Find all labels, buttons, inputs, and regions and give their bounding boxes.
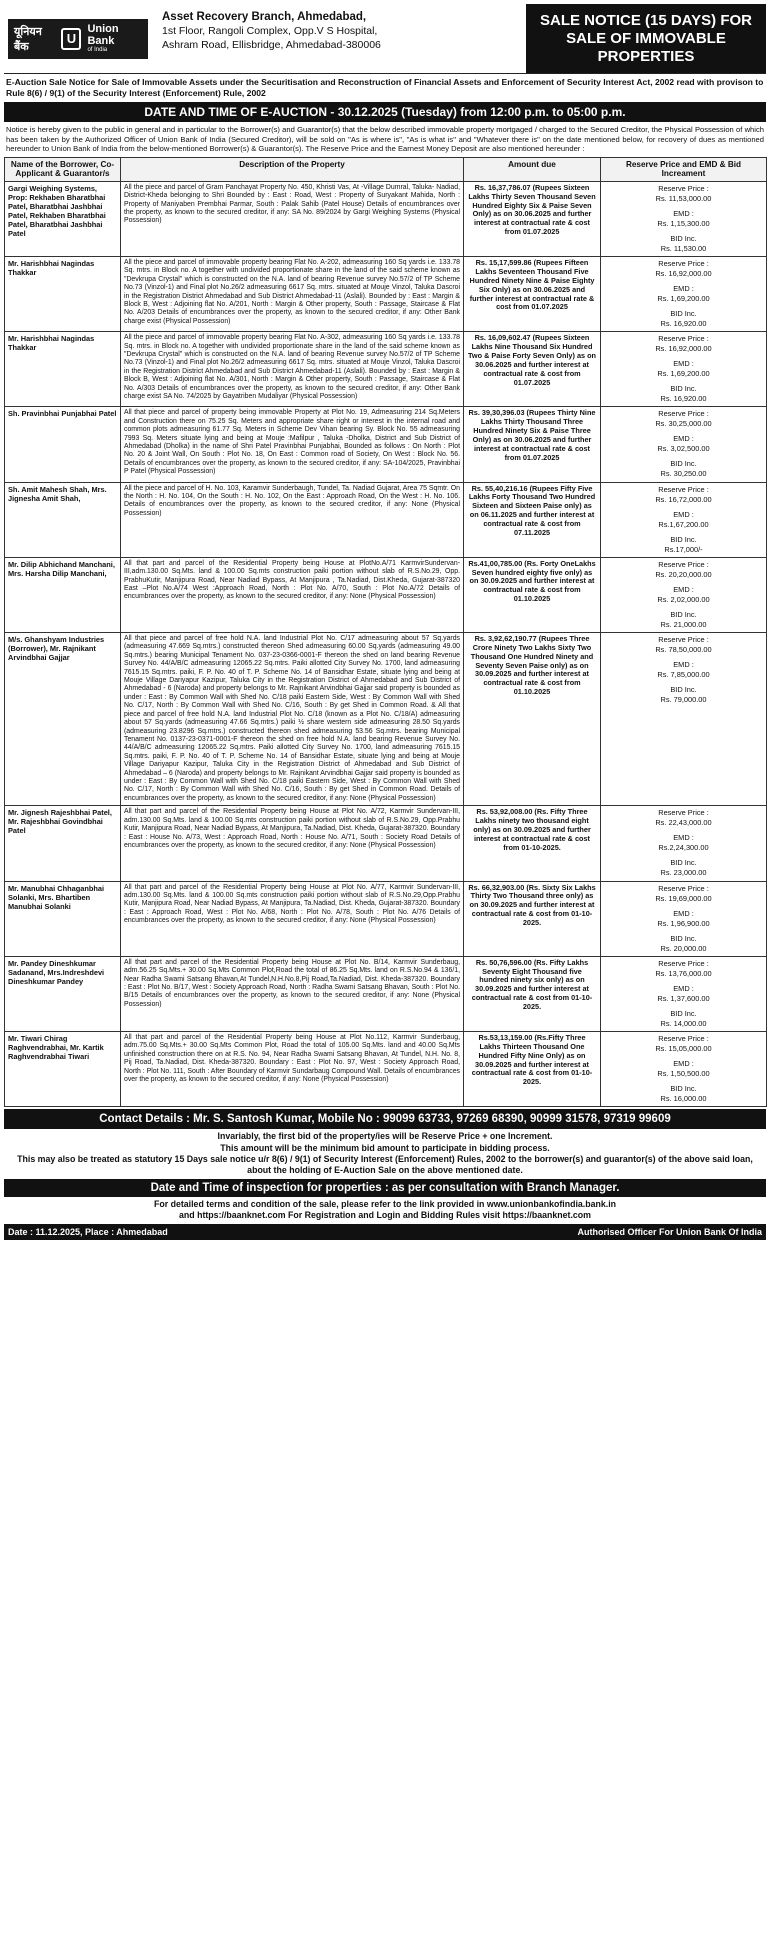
bid-label: BID Inc.: [670, 459, 697, 469]
emd-amount: Rs. 1,37,600.00: [657, 993, 710, 1003]
column-header: Amount due: [464, 157, 601, 181]
reserve-label: Reserve Price :: [658, 1033, 709, 1043]
contact-details: Contact Details : Mr. S. Santosh Kumar, Mobile No : 99099 63733, 97269 68390, 90999 31578, 97319 99609: [4, 1109, 766, 1129]
notice-title: SALE NOTICE (15 DAYS) FOR SALE OF IMMOVABLE PROPERTIES: [526, 4, 766, 73]
bid-increment: Rs. 21,000.00: [660, 619, 707, 629]
emd-amount: Rs. 1,69,200.00: [657, 369, 710, 379]
borrower-name: Sh. Pravinbhai Punjabhai Patel: [5, 407, 121, 482]
reserve-price: Rs. 22,43,000.00: [655, 818, 712, 828]
reserve-emd-cell: [601, 1031, 767, 1106]
borrower-name: Mr. Dilip Abhichand Manchani, Mrs. Harsha Dilip Manchani,: [5, 557, 121, 632]
emd-label: EMD :: [673, 659, 694, 669]
emd-label: EMD :: [673, 434, 694, 444]
table-row: [5, 407, 767, 482]
reserve-emd-cell: [601, 557, 767, 632]
amount-due: Rs. 55,40,216.16 (Rupees Fifty Five Lakhs Forty Thousand Two Hundred Sixteen and Sixteen Paise only) as on 06.11.2025 and further interest at contractual rate & cost from 07.11.2025: [464, 482, 601, 557]
reserve-label: Reserve Price :: [658, 808, 709, 818]
borrower-name: Mr. Jignesh Rajeshbhai Patel, Mr. Rajeshbhai Govindbhai Patel: [5, 806, 121, 881]
bid-increment: Rs. 20,000.00: [660, 943, 707, 953]
reserve-price: Rs. 19,69,000.00: [655, 893, 712, 903]
bid-increment: Rs. 30,250.00: [660, 469, 707, 479]
borrower-name: Gargi Weighing Systems, Prop: Rekhaben Bharatbhai Patel, Bharatbhai Jashbhai Patel, Rekhaben Bharatbhai Patel, Bharatbhai Jashbhai Patel: [5, 181, 121, 256]
amount-due: Rs. 66,32,903.00 (Rs. Sixty Six Lakhs Thirty Two Thousand three only) as on 30.09.2025 and further interest at contractual rate & cost from 01-10-2025.: [464, 881, 601, 956]
borrower-name: Mr. Harishbhai Nagindas Thakkar: [5, 332, 121, 407]
emd-label: EMD :: [673, 584, 694, 594]
reserve-price: Rs. 13,76,000.00: [655, 968, 712, 978]
column-header: Reserve Price and EMD & Bid Increament: [601, 157, 767, 181]
bid-label: BID Inc.: [670, 384, 697, 394]
borrower-name: M/s. Ghanshyam Industries (Borrower), Mr. Rajnikant Arvindbhai Gajjar: [5, 632, 121, 805]
auction-date-bar: DATE AND TIME OF E-AUCTION - 30.12.2025 (Tuesday) from 12:00 p.m. to 05:00 p.m.: [4, 102, 766, 122]
reserve-emd-cell: [601, 482, 767, 557]
column-header: Description of the Property: [121, 157, 464, 181]
reserve-price: Rs. 16,72,000.00: [655, 494, 712, 504]
property-description: All the piece and parcel of immovable property bearing Flat No. A-202, admeasuring 160 Sq yards i.e. 133.78 Sq. mtrs. in Block no. A together with undivided proportionate share in the land of the said scheme known as "Devkrupa Crystal" which is constructed on the N.A. land of bearing Revenue survey No.57/2 of TP Scheme No.73 (Vinzol-1) and Final plot No.26/2 admeasuring 6617 Sq. mtrs. situated at Mouje Vinzol, Taluka Dascroi in the Registration District Ahmedabad and Sub District Ahmedabad-11 (Aslali). Bounded by : East : Margin & Block B, West : Adjoining flat No. A/201, North : Margin & Other property, South : Passage, Staircase & Flat No. A/203 Details of encumbrances over the property, as known to the secured creditor, if any: Other Bank charge exist (Physical Possession): [121, 256, 464, 331]
reserve-label: Reserve Price :: [658, 958, 709, 968]
reserve-label: Reserve Price :: [658, 484, 709, 494]
terms-notes: [4, 1197, 766, 1224]
amount-due: Rs. 16,37,786.07 (Rupees Sixteen Lakhs Thirty Seven Thousand Seven Hundred Eighty Six & Paise Seven Only) as on 30.06.2025 and further interest at contractual rate & cost from 01.07.2025: [464, 181, 601, 256]
amount-due: Rs. 16,09,602.47 (Rupees Sixteen Lakhs Nine Thousand Six Hundred Two & Paise Forty Seven Only) as on 30.06.2025 and further interest at contractual rate & cost from 01.07.2025: [464, 332, 601, 407]
authorised-officer: Authorised Officer For Union Bank Of India: [577, 1226, 762, 1237]
borrower-name: Sh. Amit Mahesh Shah, Mrs. Jignesha Amit Shah,: [5, 482, 121, 557]
property-description: All that part and parcel of the Residential Property being House at Plot No. A/72, Karmvir Sundervan-III, adm.130.00 Sq.Mts. land & 100.00 Sq.mts construction paiki portion without slab of R.S.No.29, Opp.Prabhu Kutir, Manjipura Road, Near Nadiad Bypass, At Manjipura, Ta.Nadiad, Dist. Kheda, Gujarat-387320. Boundary : East : House No. A/73, West : Approach Road, North : House No. A/71, South : Society Road Details of encumbrances over the property, as known to the secured creditor, if any: None (Physical Possession): [121, 806, 464, 881]
emd-label: EMD :: [673, 983, 694, 993]
emd-amount: Rs. 3,02,500.00: [657, 444, 710, 454]
footer-notes: [4, 1129, 766, 1179]
reserve-label: Reserve Price :: [658, 559, 709, 569]
reserve-label: Reserve Price :: [658, 409, 709, 419]
table-row: [5, 632, 767, 805]
emd-amount: Rs. 1,50,500.00: [657, 1068, 710, 1078]
emd-label: EMD :: [673, 208, 694, 218]
signature-bar: [4, 1224, 766, 1240]
property-description: All that part and parcel of the Residential Property being House at Plot No.112, Karmvir Sunderbaug, adm.75.00 Sq.Mts.+ 30.00 Sq.Mts Common Plot, Road the total of 105.00 Sq.Mts. land and 40.00 Sq.Mts unfinished construction there on at R.S. No. 94, Near Radha Swami Satsang Bhavan, At Tundel, N.H. No. 8, Pij Road, Ta.Nadiad, Dist. Kheda-387320. Boundary : East : Plot No. 97, West : Society Approach Road, North : Plot No. 111, South : After Boundary of Karmvir Sundarbaug Compound Wall. Details of encumbrances over the property, as known to the secured creditor, if any: None (Physical Possession): [121, 1031, 464, 1106]
intro-paragraph: Notice is hereby given to the public in general and in particular to the Borrower(s) and Guarantor(s) that the below described immovable property mortgaged / charged to the Secured Creditor, the Physical Possession of which has been taken by the Authorized Officer of Union Bank of India (Secured Creditor), will be sold on "As is where is", "As is what is" and "Whatever there is" on the date mentioned below, for recovery of dues as mentioned hereunder to Union Bank of India from the below-mentioned Borrower(s) & Guarantor(s). The Reserve Price and the Earnest Money Deposit are also mentioned hereunder :: [6, 125, 764, 154]
table-row: [5, 956, 767, 1031]
bid-label: BID Inc.: [670, 685, 697, 695]
date-place: Date : 11.12.2025, Place : Ahmedabad: [8, 1226, 168, 1237]
branch-line: Asset Recovery Branch, Ahmedabad,: [162, 11, 367, 23]
reserve-emd-cell: [601, 881, 767, 956]
union-bank-mark-icon: U: [61, 28, 81, 50]
reserve-price: Rs. 30,25,000.00: [655, 419, 712, 429]
amount-due: Rs. 15,17,599.86 (Rupees Fifteen Lakhs Seventeen Thousand Five Hundred Ninety Nine & Paise Eighty Six Only) as on 30.06.2025 and further interest at contractual rate & cost from 01.07.2025: [464, 256, 601, 331]
bid-label: BID Inc.: [670, 933, 697, 943]
reserve-emd-cell: [601, 181, 767, 256]
reserve-emd-cell: [601, 407, 767, 482]
bid-label: BID Inc.: [670, 309, 697, 319]
emd-label: EMD :: [673, 1058, 694, 1068]
footer-line: This amount will be the minimum bid amount to participate in bidding process.: [220, 1142, 550, 1153]
bid-increment: Rs. 11,530.00: [660, 243, 707, 253]
emd-label: EMD :: [673, 908, 694, 918]
terms-line: For detailed terms and condition of the sale, please refer to the link provided in www.unionbankofindia.bank.in: [153, 1198, 617, 1209]
reserve-price: Rs. 16,92,000.00: [655, 344, 712, 354]
table-row: [5, 482, 767, 557]
terms-line: and https://baanknet.com For Registration and Login and Bidding Rules visit https://baanknet.com: [178, 1210, 591, 1221]
emd-label: EMD :: [673, 833, 694, 843]
reserve-emd-cell: [601, 956, 767, 1031]
property-description: All that part and parcel of the Residential Property being House at PlotNo.A/71 KarmvirSundervan-III,adm.130.00 Sq.Mts. land & 100.00 Sq.mts construction paiki portion without slab of R.S.No.29, Opp. PrabhuKutir, Manjipura Road, Near Nadiad Bypass, At Manjipura , Ta.Nadiad, Dist.Kheda, Gujarat-387320 East –Plot No.A/74 West :Approach Road, North : Plot No. A/70, South : Plot No.A/72 Details of encumbrances over the property, as known to the secured creditor, if any: None (Physical Possession): [121, 557, 464, 632]
reserve-label: Reserve Price :: [658, 634, 709, 644]
bid-increment: Rs. 14,000.00: [660, 1018, 707, 1028]
reserve-price: Rs. 78,50,000.00: [655, 644, 712, 654]
bid-label: BID Inc.: [670, 1084, 697, 1094]
borrower-name: Mr. Harishbhai Nagindas Thakkar: [5, 256, 121, 331]
emd-amount: Rs.2,24,300.00: [658, 843, 709, 853]
borrower-name: Mr. Manubhai Chhaganbhai Solanki, Mrs. Bhartiben Manubhai Solanki: [5, 881, 121, 956]
header: [4, 4, 766, 74]
bid-increment: Rs. 23,000.00: [660, 868, 707, 878]
amount-due: Rs.53,13,159.00 (Rs.Fifty Three Lakhs Thirteen Thousand One Hundred Fifty Nine Only) as on 30.09.2025 and further interest at contractual rate & cost from 01-10-2025.: [464, 1031, 601, 1106]
reserve-emd-cell: [601, 632, 767, 805]
reserve-price: Rs. 15,05,000.00: [655, 1043, 712, 1053]
footer-line: This may also be treated as statutory 15 Days sale notice u/r 8(6) / 9(1) of Security Interest (Enforcement) Rules, 2002 to the borrower(s) and guarantor(s) of the above said loan, about the holding of E-Auction Sale on the above mentioned date.: [17, 1153, 753, 1176]
borrower-name: Mr. Tiwari Chirag Raghvendrabhai, Mr. Kartik Raghvendrabhai Tiwari: [5, 1031, 121, 1106]
emd-label: EMD :: [673, 509, 694, 519]
amount-due: Rs. 50,76,596.00 (Rs. Fifty Lakhs Seventy Eight Thousand five hundred ninety six only) as on 30.09.2025 and further interest at contractual rate & cost from 01-10-2025.: [464, 956, 601, 1031]
property-description: All the piece and parcel of H. No. 103, Karamvir Sunderbaugh, Tundel, Ta. Nadiad Gujarat, Area 75 Sqmtr. On the North : H. No. 104, On the South : H. No. 102, On the East : Approach Road, On the West : H. No. 106. Details of encumbrances over the property, as known to the secured creditor, if any: None (Physical Possession): [121, 482, 464, 557]
bid-label: BID Inc.: [670, 1008, 697, 1018]
property-table: [4, 157, 767, 1107]
emd-label: EMD :: [673, 284, 694, 294]
bid-increment: Rs. 16,920.00: [660, 319, 707, 329]
reserve-label: Reserve Price :: [658, 183, 709, 193]
property-description: All that part and parcel of the Residential Property being House at Plot No. A/77, Karmvir Sundervan-III, adm.130.00 Sq.Mts. land & 100.00 Sq.mts construction paiki portion without slab of R.S.No.29,Opp.Prabhu Kutir, Manjipura Road, Near Nadiad Bypass, At Manjipura, Ta.Nadiad, Dist. Kheda, Gujarat-387320. Boundary : East : Approach Road, West : Plot No. A/68, North : Plot No. A/78, South : Plot No. A/76 Details of encumbrances over the property, as known to the secured creditor, if any: None (Physical Possession): [121, 881, 464, 956]
table-row: [5, 881, 767, 956]
column-header: Name of the Borrower, Co-Applicant & Guarantor/s: [5, 157, 121, 181]
bank-name-english: Union Bank: [87, 23, 119, 48]
emd-amount: Rs. 1,96,900.00: [657, 918, 710, 928]
bid-label: BID Inc.: [670, 233, 697, 243]
reserve-label: Reserve Price :: [658, 883, 709, 893]
bank-name-hindi: यूनियन बैंक: [14, 24, 42, 53]
reserve-emd-cell: [601, 332, 767, 407]
property-description: All the piece and parcel of immovable property bearing Flat No. A-302, admeasuring 160 Sq yards i.e. 133.78 Sq. mtrs. in Block no. A together with undivided proportionate share in the land of the said scheme known as "Devkrupa Crystal" which is constructed on the N.A. land of bearing Revenue survey No.57/2 of TP Scheme No.73 (Vinzol-1) and Final plot No.26/2 admeasuring 6617 Sq. mtrs. situated at Mouje Vinzol, Taluka Dascroi in the Registration District Ahmedabad and Sub District Ahmedabad-11 (Aslali). Bounded by : East : Margin & Block B, West : Adjoining flat No. A/301, North : Margin & Other property, South : Passage, Staircase & Flat No. A/303 Details of encumbrances over the property, as known to the secured creditor, if any: Other Bank charge exist SA No. 74/2025 by Gayatriben Mudaliyar (Physical Possession): [121, 332, 464, 407]
amount-due: Rs.41,00,785.00 (Rs. Forty OneLakhs Seven hundred eighty five only) as on 30.09.2025 and further interest at contractual rate & cost from 01.10.2025: [464, 557, 601, 632]
borrower-name: Mr. Pandey Dineshkumar Sadanand, Mrs.Indreshdevi Dineshkumar Pandey: [5, 956, 121, 1031]
table-row: [5, 181, 767, 256]
amount-due: Rs. 53,92,008.00 (Rs. Fifty Three Lakhs ninety two thousand eight only) as on 30.09.2025 and further interest at contractual rate & cost from 01-10-2025.: [464, 806, 601, 881]
bid-increment: Rs. 16,920.00: [660, 394, 707, 404]
bank-logo: [4, 4, 152, 73]
emd-label: EMD :: [673, 359, 694, 369]
table-row: [5, 1031, 767, 1106]
reserve-price: Rs. 20,20,000.00: [655, 569, 712, 579]
table-row: [5, 557, 767, 632]
emd-amount: Rs. 1,15,300.00: [657, 218, 710, 228]
table-row: [5, 806, 767, 881]
bid-increment: Rs. 16,000.00: [660, 1094, 707, 1104]
property-description: All that piece and parcel of free hold N.A. land Industrial Plot No. C/17 admeasuring about 57 Sq.yards (admeasuring 47.669 Sq.mtrs.) constructed thereon Shed admeasuring 60.00 Sq.yards (admeasuring 49.00 Sq.mtrs.) bearing Municipal Tenament No. 037-23-0366-0001-F thereon the shed on land bearing Revenue Survey No. 44/A/B/C admeasuring 12065.22 Sq.mtrs. Paiki allotted City Survey No. 1700, land admeasuring 7615.15 Sq.mtrs. paiki, F. P. No. 40 of T. P. Scheme No. 14 of Bansidhar Estate, situate lying and being at Mouje Village Dariyapur Kazipur, Taluka City in the Registration District of Ahmedabad and Sub District of Ahmedabad - 6 (Naroda) and property belongs to Mr. Rajnikant Arvindbhai Gajjar said property is bounded as under : East : By Common Wall with Shed No. C/18 paiki Eastern Side, West : By Common Wall with Shed No. C/17, North : By Common Wall with Shed No. C/16, South : By get Shed in Common Road. & All that piece and parcel of free hold N.A. land Industrial Plot No. C/18 (known as a Plot No. C/18/A) admeasuring about 57 Sq.yards (admeasuring 47.66 Sq.mtrs.) paiki ½ share western side admeasuring 28.50 Sq.yards (admeasuring 23.8296 Sq.mtrs.) constructed thereon shed admeasuring 53.56 Sq.mtrs. bearing Municipal Tenament No. 0137-23-0371-0001-F thereon the shed on free hold N.A. land bearing Revenue Survey No. 44/A/B/C admeasuring 12065.22 Sq.mtrs. Paiki allotted City Survey No. 1700, land admeasuring 7615.15 Sq.mtrs. paiki, F. P. No. 40 of T. P. Scheme No. 14 of Bansidhar Estate, situate lying and being at Mouje Village Dariyapur Kazipur, Taluka City in the Registration District of Ahmedabad and Sub District of Ahmedabad – 6 (Naroda) and property belongs to Mr. Rajnikant Arvindbhai Gajjar said property is bounded as under : East : By Common Wall with Shed No. C/18 paiki Eastern Side, West : By Common Wall with Shed No. C/17, North : By Common Wall with Shed No. C/16, South : By get Shed in Common Road. Details of encumbrances over the property, as known to the secured creditor, if any: None (Physical Possession): [121, 632, 464, 805]
reserve-emd-cell: [601, 256, 767, 331]
emd-amount: Rs. 7,85,000.00: [657, 669, 710, 679]
bid-label: BID Inc.: [670, 609, 697, 619]
property-description: All that piece and parcel of property being immovable Property at Plot No. 19, Admeasuring 214 Sq.Meters and Construction there on 75.25 Sq. Meters and appropriate share right or interest in the internal road and common plots admeasuring 61.77 Sq. Meters in Scheme Dev Vihan bearing Sy. Block No. 55 admeasuring 7993 Sq. Meters situate lying and being at Mouje :Mafilpur , Taluka -Dholka, District and Sub District of Ahmedabad (Dholka) in the name of Shri Patel Pravinbhai Punjabhai, Bounded as follows : On North : Plot No. 20 & Joint Wall, On South : Plot No. 18, On East : Common road of Society, On West : Block No. 56. Details of encumbrances over the property, as known to the secured creditor, if any: SA-104/2025, Pravinbhai P Patel (Physical Possession): [121, 407, 464, 482]
table-body: [5, 181, 767, 1106]
property-description: All that part and parcel of the Residential Property being House at Plot No. B/14, Karmvir Sunderbaug, adm.56.25 Sq.Mts.+ 30.00 Sq.Mts Common Plot,Road the total of 86.25 Sq.Mts. land on R.S.No.94 & 136/1, Near Radha Swami Satsang Bhavan,At Tundel,N.H.No.8,Pij Road,Ta.Nadiad, Dist. Kheda-387320. Boundary : East : Plot No. B/17, West : Society Approach Road, North : Radha Swami Satsang Bhavan, South : Plot No. B/15 Details of encumbrances over the property, as known to the secured creditor, if any: None (Physical Possession): [121, 956, 464, 1031]
branch-line: 1st Floor, Rangoli Complex, Opp.V S Hospital,: [162, 24, 378, 37]
property-description: All the piece and parcel of Gram Panchayat Property No. 450, Khristi Vas, At -Village Dumral, Taluka- Nadiad, District-Kheda belonging to Shri Bounded by : East : Road, West : Property of Suryakant Mahida, North : Property of Maniyaben Prembhai Parmar, South : Palak Sahib (Patel House) Details of encumbrances over the property, as known to the secured creditor, if any: SA No. 89/2024 by Gargi Weighing Systems (Physical Possession): [121, 181, 464, 256]
footer-line: Invariably, the first bid of the property/ies will be Reserve Price + one Increment.: [217, 1131, 553, 1142]
reserve-label: Reserve Price :: [658, 258, 709, 268]
amount-due: Rs. 39,30,396.03 (Rupees Thirty Nine Lakhs Thirty Thousand Three Hundred Ninety Six & Paise Three Only) as on 30.06.2025 and further interest at contractual rate & cost from 01.07.2025: [464, 407, 601, 482]
emd-amount: Rs. 2,02,000.00: [657, 594, 710, 604]
table-header-row: [5, 157, 767, 181]
table-row: [5, 332, 767, 407]
bid-label: BID Inc.: [670, 858, 697, 868]
intro-heading: E-Auction Sale Notice for Sale of Immovable Assets under the Securitisation and Reconstruction of Financial Assets and Enforcement of Security Interest Act, 2002 read with provison to Rule 8(6) / 9(1) of the Security Interest (Enforcement) Rule, 2002: [6, 77, 764, 98]
reserve-price: Rs. 16,92,000.00: [655, 268, 712, 278]
inspection-bar: Date and Time of inspection for properties : as per consultation with Branch Manager.: [4, 1179, 766, 1197]
branch-address: [152, 4, 526, 73]
bid-increment: Rs. 79,000.00: [660, 695, 707, 705]
emd-amount: Rs. 1,69,200.00: [657, 294, 710, 304]
bid-label: BID Inc.: [670, 534, 697, 544]
branch-line: Ashram Road, Ellisbridge, Ahmedabad-380006: [162, 38, 381, 51]
reserve-emd-cell: [601, 806, 767, 881]
emd-amount: Rs.1,67,200.00: [658, 519, 709, 529]
reserve-label: Reserve Price :: [658, 334, 709, 344]
reserve-price: Rs. 11,53,000.00: [655, 193, 712, 203]
bank-name-sub: of India: [87, 47, 108, 54]
table-row: [5, 256, 767, 331]
amount-due: Rs. 3,92,62,190.77 (Rupees Three Crore Ninety Two Lakhs Sixty Two Thousand One Hundred Ninety and Seventy Seven Paise only) as on 30.09.2025 and further interest at contractual rate & cost from 01.10.2025: [464, 632, 601, 805]
bid-increment: Rs.17,000/-: [664, 544, 703, 554]
